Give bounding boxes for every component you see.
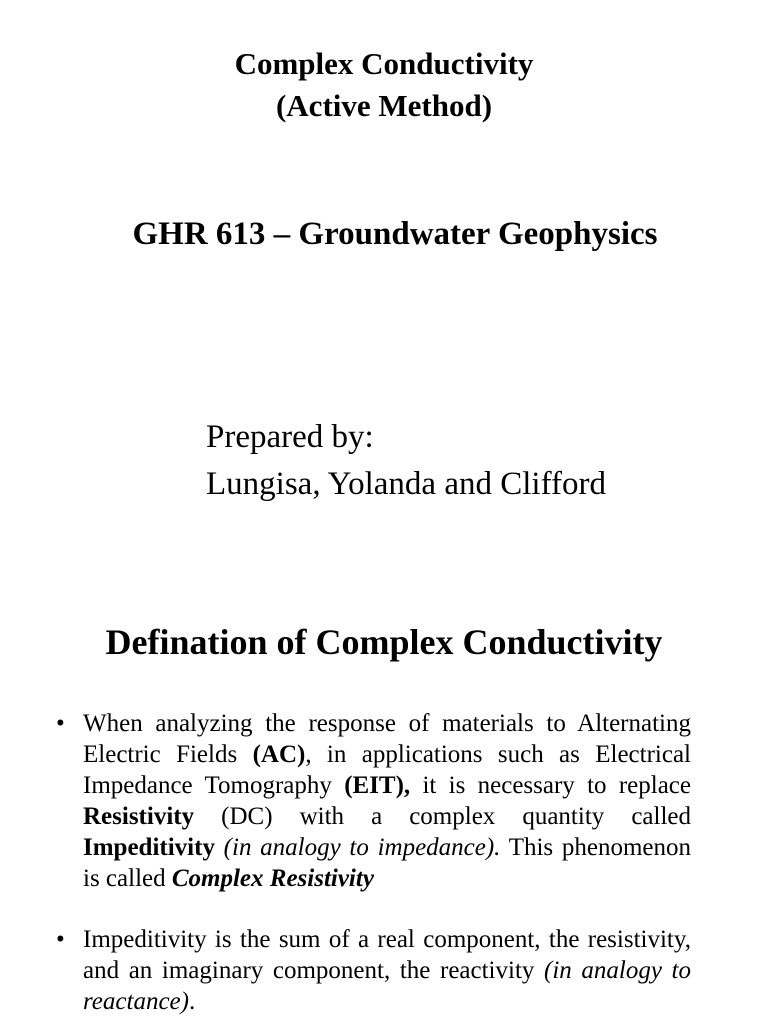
text-run: it is necessary to replace	[410, 772, 691, 799]
bold-run: Impeditivity	[83, 834, 215, 861]
text-run	[215, 834, 224, 861]
title-line-1: Complex Conductivity	[234, 46, 534, 81]
text-run: When analyzing the response of materials to Alternating Electric Fields	[83, 710, 691, 768]
bullet-icon: •	[56, 926, 65, 953]
text-run: , in applications such as Electrical Impedance Tomography	[83, 741, 692, 799]
title-line-2: (Active Method)	[275, 88, 493, 123]
section-heading: Defination of Complex Conductivity	[105, 622, 663, 662]
bold-italic-run: Complex Resistivity	[171, 865, 374, 892]
bold-run: (EIT),	[344, 772, 411, 799]
italic-run: (in analogy to impedance).	[223, 834, 501, 861]
bold-run: (AC)	[252, 741, 306, 768]
bullet-item-1	[56, 708, 691, 894]
bullet-text-2	[83, 924, 691, 1017]
authors: Lungisa, Yolanda and Clifford	[206, 466, 606, 502]
bullet-text-1	[83, 708, 691, 894]
course-title: GHR 613 – Groundwater Geophysics	[132, 216, 658, 252]
text-run: .	[188, 988, 196, 1015]
bold-run: Resistivity	[83, 803, 195, 830]
italic-run: (in analogy to reactance)	[83, 957, 691, 1015]
text-run: (DC) with a complex quantity called	[194, 803, 691, 830]
bullet-icon: •	[56, 710, 65, 737]
text-run: This phenomenon is called	[83, 834, 691, 892]
bullet-item-2	[56, 924, 691, 1017]
prepared-by-label: Prepared by:	[206, 419, 374, 455]
text-run: Impeditivity is the sum of a real component, the resistivity, and an imaginary component, the reactivity	[83, 926, 691, 984]
